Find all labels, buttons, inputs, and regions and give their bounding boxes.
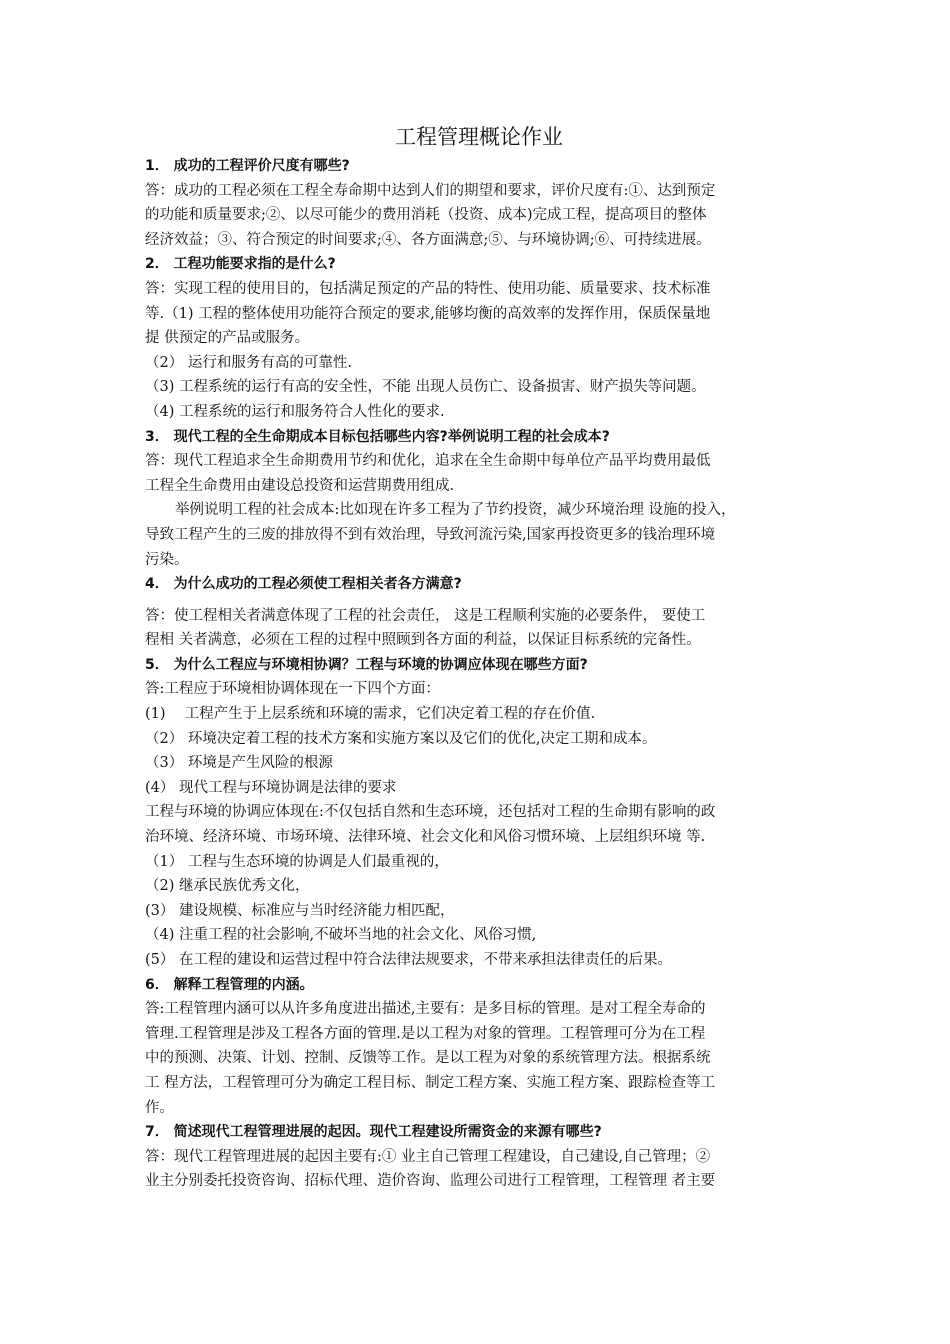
answer-line: 程相 关者满意，必须在工程的过程中照顾到各方面的利益，以保证目标系统的完备性。: [145, 632, 701, 649]
answer-line: 经济效益；③、符合预定的时间要求;④、各方面满意;⑤、与环境协调;⑥、可持续进展。: [145, 231, 711, 248]
answer-line: （4) 注重工程的社会影响,不破坏当地的社会文化、风俗习惯,: [145, 927, 537, 944]
answer-line: 工程全生命费用由建设总投资和运营期费用组成.: [145, 477, 455, 494]
question-heading: 6． 解释工程管理的内涵。: [145, 976, 314, 993]
answer-line: 答：使工程相关者满意体现了工程的社会责任， 这是工程顺利实施的必要条件， 要使工: [145, 607, 706, 624]
answer-line: （2） 运行和服务有高的可靠性.: [145, 354, 352, 371]
answer-line: 治环境、经济环境、市场环境、法律环境、社会文化和风俗习惯环境、上层组织环境 等.: [145, 829, 706, 846]
answer-line: （3) 工程系统的运行有高的安全性，不能 出现人员伤亡、设备损害、财产损失等问题。: [145, 379, 706, 396]
answer-line: （4) 工程系统的运行和服务符合人性化的要求.: [145, 403, 445, 420]
answer-line: 提 供预定的产品或服务。: [145, 330, 310, 347]
answer-line: (4） 现代工程与环境协调是法律的要求: [145, 779, 397, 796]
answer-line: （1） 工程与生态环境的协调是人们最重视的，: [145, 853, 449, 870]
question-heading: 1． 成功的工程评价尺度有哪些?: [145, 158, 350, 174]
question-heading: 4． 为什么成功的工程必须使工程相关者各方满意?: [145, 576, 462, 593]
question-heading: 7． 简述现代工程管理进展的起因。现代工程建设所需资金的来源有哪些?: [145, 1124, 602, 1141]
answer-line: 答：现代工程追求全生命期费用节约和优化，追求在全生命期中每单位产品平均费用最低: [145, 453, 711, 470]
answer-line: 的功能和质量要求;②、以尽可能少的费用消耗（投资、成本)完成工程，提高项目的整体: [145, 207, 707, 224]
document-title: 工程管理概论作业: [395, 125, 563, 149]
answer-line: 导致工程产生的三废的排放得不到有效治理，导致河流污染,国家再投资更多的钱治理环境: [145, 526, 716, 543]
document-body: [145, 154, 813, 1194]
answer-line: (5） 在工程的建设和运营过程中符合法律法规要求，不带来承担法律责任的后果。: [145, 952, 672, 968]
answer-line: 工 程方法，工程管理可分为确定工程目标、制定工程方案、实施工程方案、跟踪检查等工: [145, 1074, 716, 1091]
answer-line: （3） 环境是产生风险的根源: [145, 755, 333, 772]
question-heading: 3． 现代工程的全生命期成本目标包括哪些内容?举例说明工程的社会成本?: [145, 428, 610, 445]
answer-line: （2） 环境决定着工程的技术方案和实施方案以及它们的优化,决定工期和成本。: [145, 730, 657, 747]
answer-line: 污染。: [145, 551, 189, 568]
question-heading: 2． 工程功能要求指的是什么?: [145, 256, 336, 273]
answer-line: 业主分别委托投资咨询、招标代理、造价咨询、监理公司进行工程管理，工程管理 者主要: [145, 1173, 716, 1190]
answer-line: 管理.工程管理是涉及工程各方面的管理.是以工程为对象的管理。工程管理可分为在工程: [145, 1025, 706, 1042]
answer-line: (3） 建设规模、标准应与当时经济能力相匹配，: [145, 902, 455, 919]
answer-line: 作。: [145, 1099, 174, 1116]
answer-line: 答：成功的工程必须在工程全寿命期中达到人们的期望和要求，评价尺度有:①、达到预定: [145, 182, 716, 199]
answer-line: 答：实现工程的使用目的，包括满足预定的产品的特性、使用功能、质量要求、技术标准: [145, 280, 711, 297]
answer-line: 工程与环境的协调应体现在:不仅包括自然和生态环境，还包括对工程的生命期有影响的政: [145, 804, 716, 821]
answer-line: 答：现代工程管理进展的起因主要有:① 业主自己管理工程建设，自己建设,自己管理；②: [145, 1148, 711, 1165]
answer-line: 答:工程管理内涵可以从许多角度进出描述,主要有：是多目标的管理。是对工程全寿命的: [145, 1001, 706, 1018]
answer-line: （2) 继承民族优秀文化，: [145, 878, 310, 895]
document-page: [145, 120, 813, 1194]
answer-line: (1) 工程产生于上层系统和环境的需求，它们决定着工程的存在价值.: [145, 706, 596, 723]
answer-line: 答:工程应于环境相协调体现在一下四个方面：: [145, 681, 440, 698]
answer-line: 举例说明工程的社会成本:比如现在许多工程为了节约投资，减少环境治理 设施的投入，: [175, 502, 736, 519]
answer-line: 中的预测、决策、计划、控制、反馈等工作。是以工程为对象的系统管理方法。根据系统: [145, 1050, 711, 1067]
question-heading: 5． 为什么工程应与环境相协调？工程与环境的协调应体现在哪些方面?: [145, 656, 588, 673]
answer-line: 等.（1) 工程的整体使用功能符合预定的要求,能够均衡的高效率的发挥作用，保质保量地: [145, 305, 711, 322]
